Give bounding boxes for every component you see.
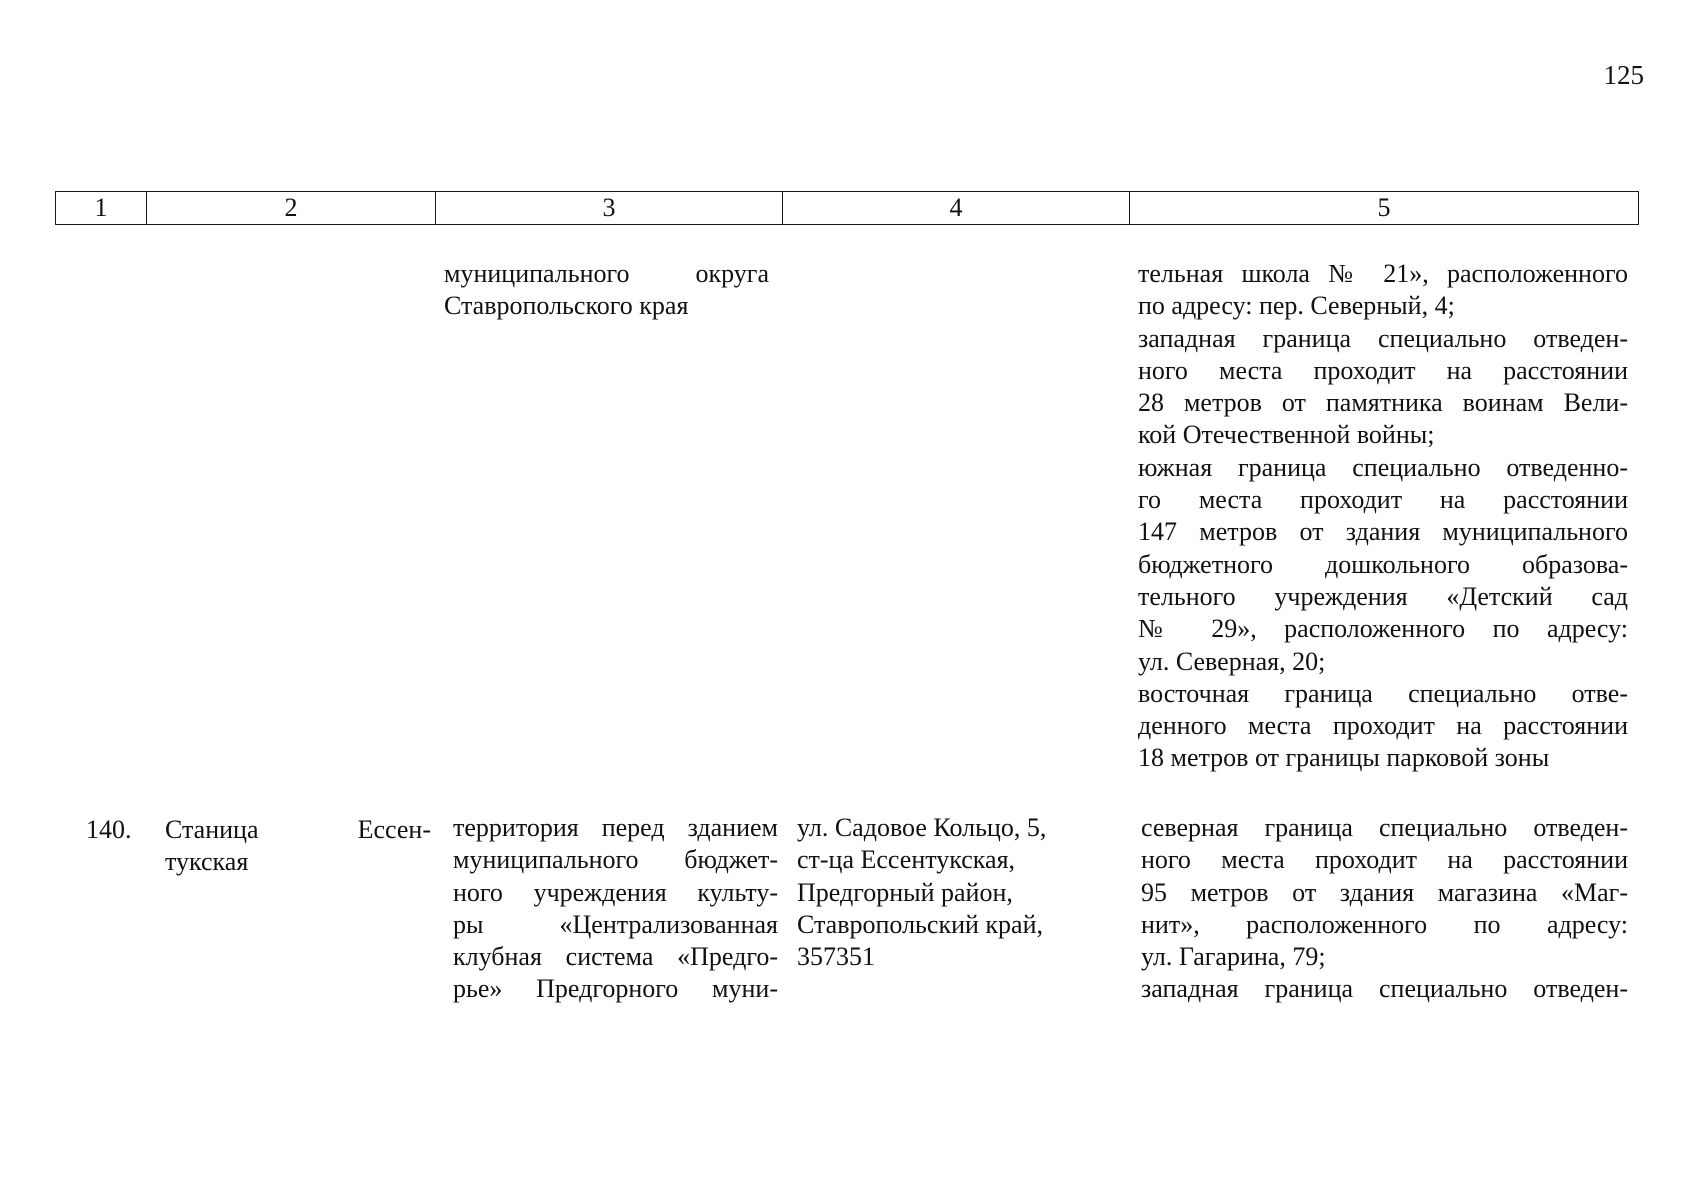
text-line: денного места проходит на расстоянии: [1138, 711, 1628, 741]
text-line: рье» Предгорного муни-: [453, 974, 778, 1004]
text-line: восточная граница специально отве-: [1138, 678, 1628, 708]
text-line: 18 метров от границы парковой зоны: [1138, 743, 1550, 773]
text-line: 28 метров от памятника воинам Вели-: [1138, 388, 1628, 418]
text-line: ного учреждения культу-: [453, 877, 778, 907]
text-line: клубная система «Предго-: [453, 942, 778, 972]
continuation-col3-text: [444, 258, 769, 323]
text-word: Ессен-: [357, 815, 431, 844]
place-address: [797, 812, 1087, 973]
text-line: бюджетного дошкольного образова-: [1138, 549, 1628, 579]
text-line: Предгорный район,: [797, 877, 1013, 907]
place-boundaries: [1141, 812, 1628, 1006]
text-line: Ставропольский край,: [797, 909, 1043, 939]
text-line: муниципального бюджет-: [453, 845, 778, 875]
page-number: 125: [1603, 60, 1644, 90]
header-col-1: 1: [56, 192, 147, 225]
text-line: тельного учреждения «Детский сад: [1138, 581, 1628, 611]
header-col-3: 3: [436, 192, 783, 225]
place-description: [453, 812, 778, 1006]
text-line: тукская: [165, 847, 249, 877]
text-line: муниципального округа: [444, 259, 769, 288]
text-line: кой Отечественной войны;: [1138, 420, 1435, 450]
text-line: ул. Северная, 20;: [1138, 646, 1326, 676]
text-line: 95 метров от здания магазина «Маг-: [1141, 877, 1628, 907]
text-line: ул. Садовое Кольцо, 5,: [797, 813, 1047, 842]
text-line: западная граница специально отведен-: [1138, 323, 1628, 353]
text-line: северная граница специально отведен-: [1141, 813, 1628, 842]
text-line: ного места проходит на расстоянии: [1141, 845, 1628, 875]
text-line: южная граница специально отведенно-: [1138, 452, 1628, 482]
text-line: по адресу: пер. Северный, 4;: [1138, 291, 1455, 321]
text-line: Ставропольского края: [444, 291, 689, 321]
continuation-col5-text: [1138, 258, 1628, 775]
text-line: го места проходит на расстоянии: [1138, 485, 1628, 515]
text-line: ст-ца Ессентукская,: [797, 845, 1016, 875]
text-line: 147 метров от здания муниципального: [1138, 517, 1628, 547]
text-line: ного места проходит на расстоянии: [1138, 355, 1628, 385]
text-line: 357351: [797, 942, 875, 972]
text-line: ул. Гагарина, 79;: [1141, 942, 1326, 972]
text-line: территория перед зданием: [453, 813, 778, 842]
header-col-4: 4: [783, 192, 1130, 225]
text-line: западная граница специально отведен-: [1141, 974, 1628, 1004]
text-line: нит», расположенного по адресу:: [1141, 909, 1628, 939]
header-col-2: 2: [147, 192, 436, 225]
settlement-name: [165, 814, 431, 879]
row-number: 140.: [86, 815, 132, 844]
text-line: ры «Централизованная: [453, 909, 778, 939]
header-col-5: 5: [1130, 192, 1639, 225]
column-number-header: [55, 191, 1639, 225]
text-line: № 29», расположенного по адресу:: [1138, 614, 1628, 644]
text-word: Станица: [165, 815, 259, 844]
text-line: тельная школа № 21», расположенного: [1138, 259, 1628, 288]
